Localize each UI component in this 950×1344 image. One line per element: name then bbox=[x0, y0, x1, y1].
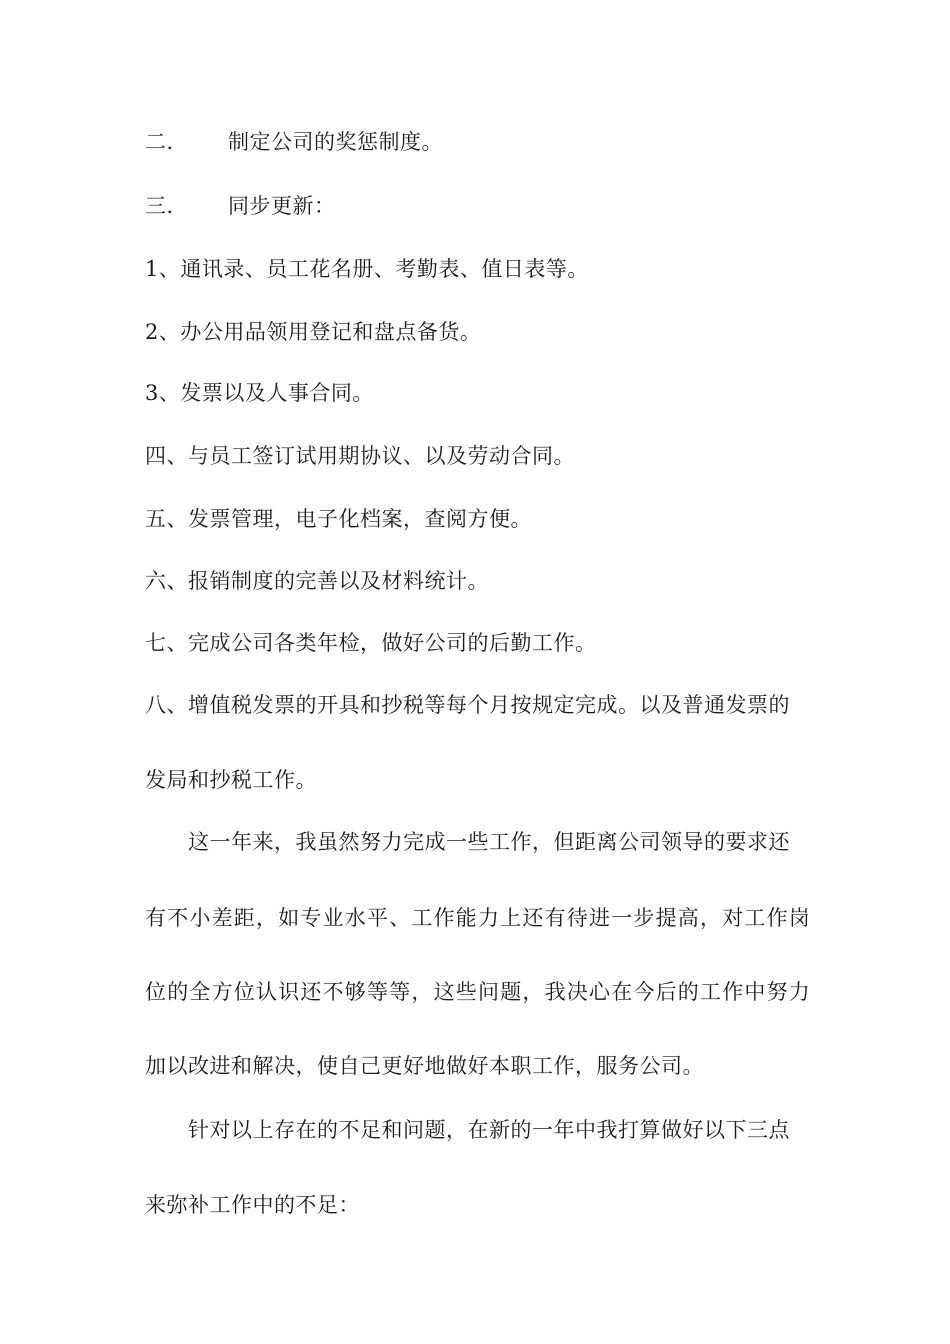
paragraph-1-line-1: 这一年来，我虽然努力完成一些工作，但距离公司领导的要求还 bbox=[188, 830, 790, 854]
list-item-8-line-1: 八、增值税发票的开具和抄税等每个月按规定完成。以及普通发票的 bbox=[145, 693, 790, 717]
list-number: 三． bbox=[145, 194, 188, 218]
paragraph-1-line-2: 有不小差距，如专业水平、工作能力上还有待进一步提高，对工作岗 bbox=[145, 906, 811, 930]
sub-item-3: 3、发票以及人事合同。 bbox=[145, 381, 374, 405]
sub-item-2: 2、办公用品领用登记和盘点备货。 bbox=[145, 320, 482, 344]
list-text: 制定公司的奖惩制度。 bbox=[228, 130, 443, 154]
list-text: 同步更新： bbox=[228, 194, 336, 218]
list-item-2 bbox=[145, 128, 443, 156]
paragraph-2-line-1: 针对以上存在的不足和问题，在新的一年中我打算做好以下三点 bbox=[188, 1118, 790, 1142]
paragraph-1-line-3: 位的全方位认识还不够等等，这些问题，我决心在今后的工作中努力 bbox=[145, 980, 811, 1004]
list-item-4: 四、与员工签订试用期协议、以及劳动合同。 bbox=[145, 444, 575, 468]
list-number: 二． bbox=[145, 130, 188, 154]
sub-item-1: 1、通讯录、员工花名册、考勤表、值日表等。 bbox=[145, 257, 589, 281]
list-item-5: 五、发票管理，电子化档案，查阅方便。 bbox=[145, 507, 532, 531]
paragraph-2-line-2: 来弥补工作中的不足： bbox=[145, 1193, 360, 1217]
list-item-3 bbox=[145, 192, 336, 220]
list-item-7: 七、完成公司各类年检，做好公司的后勤工作。 bbox=[145, 631, 597, 655]
paragraph-1-line-4: 加以改进和解决，使自己更好地做好本职工作，服务公司。 bbox=[145, 1054, 704, 1078]
list-item-8-line-2: 发局和抄税工作。 bbox=[145, 768, 317, 792]
list-item-6: 六、报销制度的完善以及材料统计。 bbox=[145, 569, 489, 593]
